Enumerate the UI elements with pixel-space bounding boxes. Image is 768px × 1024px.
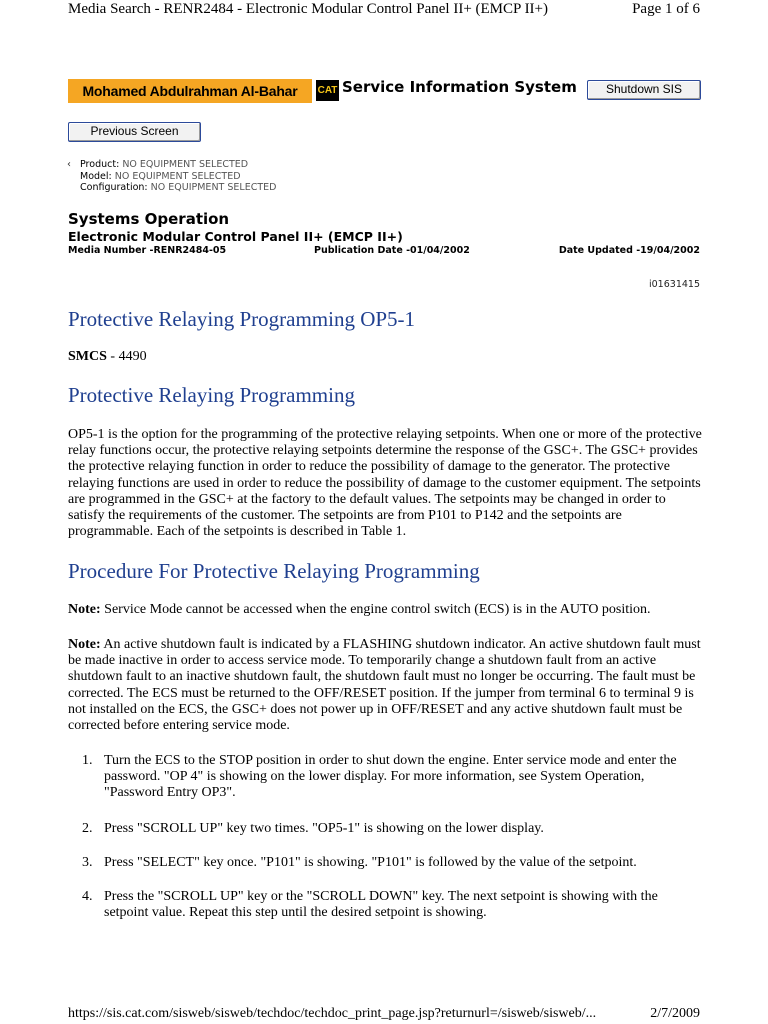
cat-logo: CAT: [316, 80, 339, 101]
note-label: Note:: [68, 602, 101, 617]
user-name-banner: Mohamed Abdulrahman Al-Bahar: [68, 79, 312, 103]
print-footer-date: 2/7/2009: [650, 1006, 700, 1021]
model-label: Model:: [80, 170, 112, 182]
chevron-left-icon[interactable]: ‹: [67, 159, 71, 170]
shutdown-sis-button[interactable]: Shutdown SIS: [587, 80, 701, 100]
note-label: Note:: [68, 637, 101, 652]
step-text: Turn the ECS to the STOP position in order to shut down the engine. Enter service mode and enter the password. "OP 4" is showing on the lower display. For more information, see System Operation, "Password Entry OP3".: [104, 753, 677, 801]
step-text: Press "SCROLL UP" key two times. "OP5-1" is showing on the lower display.: [104, 821, 544, 836]
product-row: [68, 159, 276, 171]
step-number: 3.: [82, 855, 93, 870]
smcs-value: - 4490: [106, 349, 147, 364]
system-title: Service Information System: [342, 78, 577, 96]
date-updated: Date Updated -19/04/2002: [558, 245, 700, 256]
print-footer-url: https://sis.cat.com/sisweb/sisweb/techdoc/techdoc_print_page.jsp?returnurl=/sisweb/sisweb/...: [68, 1006, 597, 1021]
model-row: [68, 171, 276, 183]
document-subtitle: Electronic Modular Control Panel II+ (EMCP II+): [68, 229, 403, 244]
product-label: Product:: [80, 159, 120, 170]
configuration-label: Configuration:: [80, 182, 148, 193]
heading-op5-1: Protective Relaying Programming OP5-1: [68, 307, 416, 331]
heading-protective-relaying: Protective Relaying Programming: [68, 383, 355, 407]
model-value: NO EQUIPMENT SELECTED: [114, 170, 241, 182]
print-header-page: Page 1 of 6: [632, 1, 700, 17]
note-text: Service Mode cannot be accessed when the engine control switch (ECS) is in the AUTO position.: [100, 602, 651, 617]
configuration-value: NO EQUIPMENT SELECTED: [150, 182, 277, 193]
print-header-title: Media Search - RENR2484 - Electronic Modular Control Panel II+ (EMCP II+): [68, 1, 549, 17]
note-text: An active shutdown fault is indicated by a FLASHING shutdown indicator. An active shutdown fault must be made inactive in order to access service mode. To temporarily change a shutdown fault from an active shutdown fault to an inactive shutdown fault, the shutdown fault must no longer be occurring. The fault must be corrected. The ECS must be returned to the OFF/RESET position. If the jumper from terminal 6 to terminal 9 is not installed on the ECS, the GSC+ does not power up in OFF/RESET and any active shutdown fault must be corrected before entering service mode.: [68, 637, 701, 734]
document-id: i01631415: [649, 279, 700, 290]
intro-paragraph: OP5-1 is the option for the programming of the protective relaying setpoints. When one or more of the protective relay functions occur, the protective relaying setpoints determine the response of the GSC+. The GSC+ provides the protective relaying function in order to reduce the possibility of damage to the generator. The protective relaying functions are used in order to reduce the possibility of damage to the customer equipment. The setpoints are programmed in the GSC+ at the factory to the default values. The setpoints may be changed in order to satisfy the requirements of the customer. The setpoints are from P101 to P142 and the setpoints are programmable. Each of the setpoints is described in Table 1.: [68, 427, 702, 540]
smcs-code: [68, 349, 147, 365]
publication-date: Publication Date -01/04/2002: [314, 245, 470, 256]
note-shutdown-fault: [68, 637, 702, 734]
note-service-mode: [68, 602, 702, 618]
step-number: 1.: [82, 753, 93, 768]
previous-screen-button[interactable]: Previous Screen: [68, 122, 201, 142]
step-number: 4.: [82, 889, 93, 904]
product-value: NO EQUIPMENT SELECTED: [122, 159, 249, 170]
step-text: Press the "SCROLL UP" key or the "SCROLL DOWN" key. The next setpoint is showing with the setpoint value. Repeat this step until the desired setpoint is showing.: [104, 889, 658, 921]
section-title: Systems Operation: [68, 210, 230, 228]
product-info: [68, 159, 276, 194]
step-number: 2.: [82, 821, 93, 836]
configuration-row: [68, 182, 276, 194]
smcs-label: SMCS: [68, 349, 107, 364]
media-number: Media Number -RENR2484-05: [68, 245, 227, 256]
step-text: Press "SELECT" key once. "P101" is showing. "P101" is followed by the value of the setpoint.: [104, 855, 637, 870]
heading-procedure: Procedure For Protective Relaying Programming: [68, 559, 480, 583]
